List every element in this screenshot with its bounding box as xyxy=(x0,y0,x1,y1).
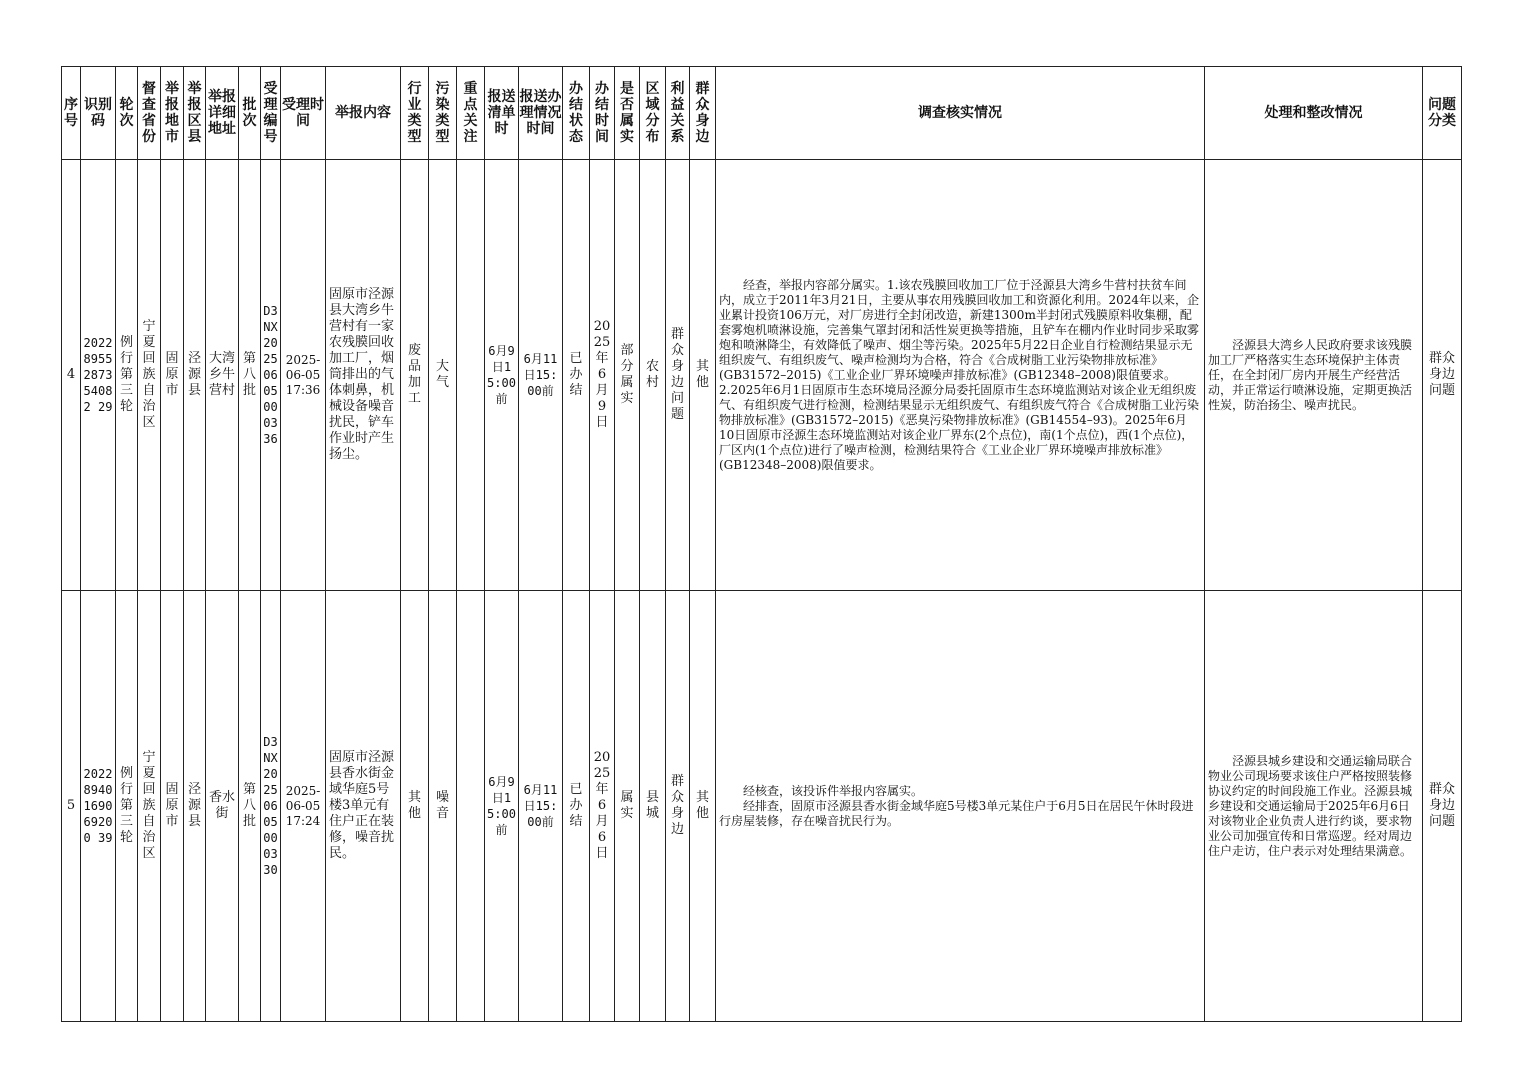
cell-nearby: 其他 xyxy=(690,591,716,1022)
cell-province: 宁夏回族自治区 xyxy=(138,591,161,1022)
cell-industry: 废品加工 xyxy=(401,160,429,591)
header-investigation: 调查核实情况 xyxy=(716,67,1205,160)
cell-handling xyxy=(1205,160,1423,591)
cell-is-true: 属实 xyxy=(615,591,640,1022)
cell-key-focus xyxy=(457,160,485,591)
cell-done-time: 2025年6月6日 xyxy=(590,591,615,1022)
cell-content: 固原市泾源县香水街金域华庭5号楼3单元有住户正在装修，噪音扰民。 xyxy=(326,591,401,1022)
cell-accept-no: D3NX20250605000336 xyxy=(261,160,281,591)
cell-round: 例行第三轮 xyxy=(116,160,138,591)
cell-code: 20228940169069200 39 xyxy=(81,591,116,1022)
cell-nearby: 其他 xyxy=(690,160,716,591)
cell-status: 已办结 xyxy=(563,160,590,591)
table-row xyxy=(62,591,1462,1022)
cell-investigation xyxy=(716,591,1205,1022)
cell-code: 20228955287354082 29 xyxy=(81,160,116,591)
handling-text: 泾源县大湾乡人民政府要求该残膜加工厂严格落实生态环境保护主体责任，在全封闭厂房内开展生产经营活动，并正常运行喷淋设施，定期更换活性炭，防治扬尘、噪声扰民。 xyxy=(1208,337,1413,412)
header-region: 区域分布 xyxy=(640,67,666,160)
cell-address: 香水街 xyxy=(206,591,239,1022)
accept-clock: 17:24 xyxy=(285,813,321,828)
header-done-time: 办结时间 xyxy=(590,67,615,160)
complaint-table xyxy=(61,66,1462,1022)
header-pollution: 污染类型 xyxy=(429,67,457,160)
investigation-text-2: 经排查，固原市泾源县香水街金域华庭5号楼3单元某住户于6月5日在居民午休时段进行房屋装修，存在噪音扰民行为。 xyxy=(719,798,1194,828)
cell-pollution: 大气 xyxy=(429,160,457,591)
cell-city: 固原市 xyxy=(161,160,184,591)
header-report-time: 报送办理情况时间 xyxy=(519,67,563,160)
header-status: 办结状态 xyxy=(563,67,590,160)
cell-region: 农村 xyxy=(640,160,666,591)
cell-key-focus xyxy=(457,591,485,1022)
header-nearby: 群众身边 xyxy=(690,67,716,160)
cell-seq: 4 xyxy=(62,160,81,591)
investigation-text-1: 经核查，该投诉件举报内容属实。 xyxy=(743,783,924,798)
header-industry: 行业类型 xyxy=(401,67,429,160)
cell-region: 县城 xyxy=(640,591,666,1022)
cell-county: 泾源县 xyxy=(184,591,206,1022)
cell-province: 宁夏回族自治区 xyxy=(138,160,161,591)
cell-accept-no: D3NX20250605000330 xyxy=(261,591,281,1022)
cell-category: 群众身边问题 xyxy=(1423,160,1462,591)
header-key-focus: 重点关注 xyxy=(457,67,485,160)
header-handling: 处理和整改情况 xyxy=(1205,67,1423,160)
cell-report-time: 6月11日15:00前 xyxy=(519,160,563,591)
header-accept-no: 受理编号 xyxy=(261,67,281,160)
header-round: 轮次 xyxy=(116,67,138,160)
cell-done-time: 2025年6月9日 xyxy=(590,160,615,591)
cell-accept-time xyxy=(281,160,326,591)
header-send-time: 报送清单时 xyxy=(485,67,519,160)
cell-handling xyxy=(1205,591,1423,1022)
cell-batch: 第八批 xyxy=(239,591,261,1022)
cell-report-time: 6月11日15:00前 xyxy=(519,591,563,1022)
header-interest: 利益关系 xyxy=(666,67,690,160)
header-content: 举报内容 xyxy=(326,67,401,160)
header-batch: 批次 xyxy=(239,67,261,160)
cell-industry: 其他 xyxy=(401,591,429,1022)
cell-interest: 群众身边 xyxy=(666,591,690,1022)
accept-clock: 17:36 xyxy=(285,382,321,397)
cell-status: 已办结 xyxy=(563,591,590,1022)
header-is-true: 是否属实 xyxy=(615,67,640,160)
cell-send-time: 6月9日15:00前 xyxy=(485,160,519,591)
cell-send-time: 6月9日15:00前 xyxy=(485,591,519,1022)
table-row xyxy=(62,160,1462,591)
cell-content: 固原市泾源县大湾乡牛营村有一家农残膜回收加工厂，烟筒排出的气体刺鼻，机械设备噪音扰民，铲车作业时产生扬尘。 xyxy=(326,160,401,591)
cell-category: 群众身边问题 xyxy=(1423,591,1462,1022)
header-county: 举报区县 xyxy=(184,67,206,160)
cell-county: 泾源县 xyxy=(184,160,206,591)
header-province: 督查省份 xyxy=(138,67,161,160)
cell-address: 大湾乡牛营村 xyxy=(206,160,239,591)
header-code: 识别码 xyxy=(81,67,116,160)
cell-city: 固原市 xyxy=(161,591,184,1022)
accept-date: 2025-06-05 xyxy=(285,352,321,382)
cell-investigation xyxy=(716,160,1205,591)
header-seq: 序号 xyxy=(62,67,81,160)
header-row xyxy=(62,67,1462,160)
header-address: 举报详细地址 xyxy=(206,67,239,160)
header-accept-time: 受理时间 xyxy=(281,67,326,160)
cell-pollution: 噪音 xyxy=(429,591,457,1022)
header-category: 问题分类 xyxy=(1423,67,1462,160)
cell-batch: 第八批 xyxy=(239,160,261,591)
handling-text: 泾源县城乡建设和交通运输局联合物业公司现场要求该住户严格按照装修协议约定的时间段施工作业。泾源县城乡建设和交通运输局于2025年6月6日对该物业企业负责人进行约谈，要求物业公司加强宣传和日常巡逻。经对周边住户走访，住户表示对处理结果满意。 xyxy=(1208,753,1413,858)
accept-date: 2025-06-05 xyxy=(285,783,321,813)
cell-interest: 群众身边问题 xyxy=(666,160,690,591)
cell-is-true: 部分属实 xyxy=(615,160,640,591)
header-city: 举报地市 xyxy=(161,67,184,160)
cell-seq: 5 xyxy=(62,591,81,1022)
cell-round: 例行第三轮 xyxy=(116,591,138,1022)
investigation-text: 经查，举报内容部分属实。1.该农残膜回收加工厂位于泾源县大湾乡牛营村扶贫车间内，成立于2011年3月21日，主要从事农用残膜回收加工和资源化利用。2024年以来，企业累计投资106万元，对厂房进行全封闭改造，新建1300m半封闭式残膜原料收集棚，配套雾炮机喷淋设施，完善集气罩封闭和活性炭更换等措施，且铲车在棚内作业时同步采取雾炮和喷淋降尘，有效降低了噪声、烟尘等污染。2025年5月22日企业自行检测结果显示无组织废气、有组织废气、噪声检测均为合格，符合《合成树脂工业污染物排放标准》(GB31572–2015)《工业企业厂界环境噪声排放标准》(GB12348–2008)限值要求。2.2025年6月1日固原市生态环境局泾源分局委托固原市生态环境监测站对该企业无组织废气、有组织废气进行检测，检测结果显示无组织废气、有组织废气符合《合成树脂工业污染物排放标准》(GB31572–2015)《恶臭污染物排放标准》(GB14554–93)。2025年6月10日固原市泾源生态环境监测站对该企业厂界东(2个点位)，南(1个点位)，西(1个点位)，厂区内(1个点位)进行了噪声检测，检测结果符合《工业企业厂界环境噪声排放标准》(GB12348–2008)限值要求。 xyxy=(719,277,1200,472)
cell-accept-time xyxy=(281,591,326,1022)
